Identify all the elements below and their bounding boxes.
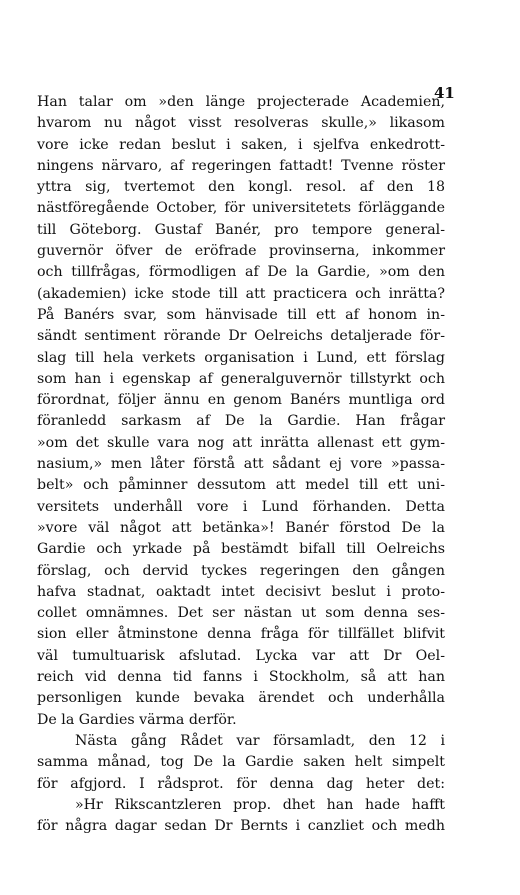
text-line: som han i egenskap af generalguvernör tillstyrkt och bbox=[37, 370, 445, 387]
text-line: slag till hela verkets organisation i Lund, ett förslag bbox=[37, 349, 445, 366]
text-line: collet omnämnes. Det ser nästan ut som denna ses- bbox=[37, 605, 445, 622]
text-line: reich vid denna tid fanns i Stockholm, så att han bbox=[37, 669, 445, 686]
text-line: sion eller åtminstone denna fråga för tillfället blifvit bbox=[37, 626, 445, 643]
text-line: föranledd sarkasm af De la Gardie. Han frågar bbox=[37, 413, 445, 430]
text-line: förslag, och dervid tyckes regeringen den gången bbox=[37, 562, 445, 579]
text-line: hafva stadnat, oaktadt intet decisivt beslut i proto- bbox=[37, 583, 445, 600]
text-line: nasium,» men låter förstå att sådant ej vore »passa- bbox=[37, 456, 445, 473]
text-line: personligen kunde bevaka ärendet och underhålla bbox=[37, 690, 445, 707]
text-line: guvernör öfver de eröfrade provinserna, inkommer bbox=[37, 243, 445, 260]
text-line: till Göteborg. Gustaf Banér, pro tempore general- bbox=[37, 221, 445, 238]
text-line: »Hr Rikscantzleren prop. dhet han hade hafft bbox=[75, 796, 445, 813]
text-line: »vore väl något att betänka»! Banér förstod De la bbox=[37, 519, 445, 536]
text-line: vore icke redan beslut i saken, i sjelfva enkedrott- bbox=[37, 136, 445, 153]
text-line: för några dagar sedan Dr Bernts i canzliet och medh bbox=[37, 818, 445, 835]
page-number: 41 bbox=[434, 84, 455, 102]
text-line: Gardie och yrkade på bestämdt bifall till Oelreichs bbox=[37, 541, 445, 558]
text-line: sändt sentiment rörande Dr Oelreichs detaljerade för- bbox=[37, 328, 445, 345]
text-line: versitets underhåll vore i Lund förhanden. Detta bbox=[37, 498, 445, 515]
text-line: väl tumultuarisk afslutad. Lycka var att Dr Oel- bbox=[37, 647, 445, 664]
text-line: nästföregående October, för universitetets förläggande bbox=[37, 200, 445, 217]
body-text bbox=[37, 92, 445, 837]
text-line: yttra sig, tvertemot den kongl. resol. af den 18 bbox=[37, 179, 445, 196]
text-line: samma månad, tog De la Gardie saken helt simpelt bbox=[37, 754, 445, 771]
text-line: ningens närvaro, af regeringen fattadt! Tvenne röster bbox=[37, 157, 445, 174]
text-line: Nästa gång Rådet var församladt, den 12 i bbox=[75, 732, 445, 749]
text-line: för afgjord. I rådsprot. för denna dag heter det: bbox=[37, 775, 445, 792]
text-line: »om det skulle vara nog att inrätta allenast ett gym- bbox=[37, 434, 445, 451]
text-line: På Banérs svar, som hänvisade till ett af honom in- bbox=[37, 306, 445, 323]
text-line: De la Gardies värma derför. bbox=[37, 711, 237, 728]
text-line: och tillfrågas, förmodligen af De la Gardie, »om den bbox=[37, 264, 445, 281]
text-line: Han talar om »den länge projecterade Academien, bbox=[37, 94, 445, 110]
text-line: förordnat, följer ännu en genom Banérs muntliga ord bbox=[37, 392, 445, 409]
text-line: belt» och påminner dessutom att medel till ett uni- bbox=[37, 477, 445, 494]
text-line: hvarom nu något visst resolveras skulle,» likasom bbox=[37, 115, 445, 132]
text-line: (akademien) icke stode till att practicera och inrätta? bbox=[37, 285, 445, 302]
